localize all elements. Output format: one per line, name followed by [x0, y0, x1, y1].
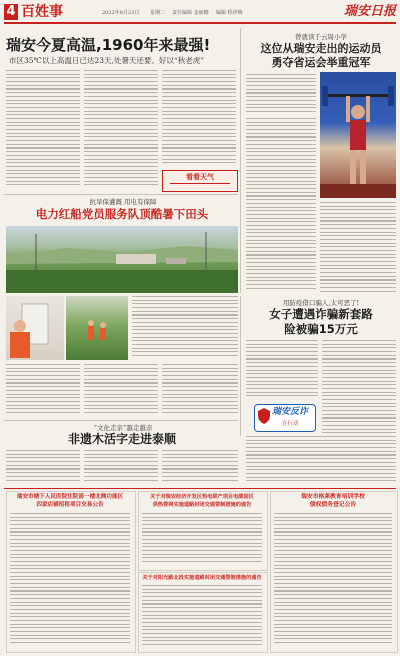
power-body-bottom-2 — [84, 364, 158, 416]
designer: 编辑 程伊梅 — [216, 10, 243, 16]
notices-rule — [4, 488, 396, 489]
paper-logo: 瑞安日报 — [343, 4, 396, 19]
masthead — [4, 4, 396, 20]
notice-4-title-line-2: 债权债务登记公告 — [309, 502, 357, 508]
antifraud-logo-text: 瑞安反诈 — [272, 407, 309, 417]
notice-4-body — [274, 513, 392, 647]
field-workers-illustration — [66, 296, 128, 360]
athlete-body-left — [246, 74, 316, 114]
power-photo-technician — [6, 296, 64, 360]
field-scene — [6, 226, 238, 293]
weekday: 星期二 — [150, 10, 166, 16]
power-body-bottom-3 — [162, 364, 238, 416]
athlete-body-right — [320, 202, 396, 294]
scam-body-bottom — [246, 436, 396, 486]
culture-kicker: “文化走亲”越走越亲 — [93, 424, 153, 432]
culture-body-3 — [162, 450, 238, 484]
power-title: 电力红船党员服务队顶酷暑下田头 — [35, 207, 209, 221]
athlete-body-left-2 — [246, 118, 316, 293]
notice-4-title-line-1: 瑞安市格莱教育培训学校 — [301, 494, 365, 500]
culture-body-2 — [84, 450, 158, 484]
notice-3-body — [142, 585, 262, 647]
technician-illustration — [6, 296, 64, 360]
scam-kicker: 用防疫借口骗人,太可恶了! — [282, 299, 360, 307]
notice-2-title-line-2: 供热管网实施道路封闭交通管制措施的通告 — [152, 502, 252, 508]
notice-2-body — [142, 513, 262, 565]
lead-body-col-1 — [6, 70, 80, 190]
section-rule-1 — [4, 194, 238, 195]
lead-subtitle: 市区35℃以上高温日已达23天,处暑天还要、好以“秋老虎” — [9, 56, 205, 65]
editor: 责任编辑 金丽娜 — [172, 10, 209, 16]
culture-body-1 — [6, 450, 80, 484]
athlete-kicker: 曾就读于云周小学 — [295, 33, 347, 41]
notice-3-title-line-1: 关于对阳光路北段实施道路封闭交通管制措施的通告 — [142, 575, 262, 581]
power-body-bottom-1 — [6, 364, 80, 416]
notice-1-title-line-1: 瑞安市塘下人民医院住院部一楼北侧功能区 — [16, 494, 124, 500]
notice-1-title-line-2: 四家店铺招租项目交易公告 — [36, 502, 104, 508]
scam-title-line-2: 险被骗15万元 — [284, 322, 358, 336]
weather-box-rule — [170, 183, 230, 184]
notice-1-body — [10, 513, 130, 647]
power-photo-main — [6, 226, 238, 293]
scam-body-left — [246, 340, 318, 400]
section-title: 百姓事 — [21, 4, 63, 20]
page-number: 4 — [6, 4, 16, 19]
athlete-title-line-1: 这位从瑞安走出的运动员 — [260, 42, 382, 55]
notice-2-title-line-1: 关于对瑞安经济开发区热电联产项目电缆固区 — [150, 494, 254, 500]
lead-body-col-2 — [84, 70, 158, 190]
masthead-rule — [4, 22, 396, 24]
athlete-title-line-2: 勇夺省运会举重冠军 — [271, 56, 371, 69]
culture-title: 非遗木活字走进泰顺 — [67, 432, 176, 446]
scam-title-line-1: 女子遭遇诈骗新套路 — [269, 307, 373, 321]
weightlifter-illustration — [320, 72, 396, 198]
scam-body-right — [322, 340, 396, 436]
lead-body-col-3 — [162, 70, 236, 166]
section-rule-2 — [4, 420, 238, 421]
shield-icon — [258, 408, 270, 424]
lead-title: 瑞安今夏高温,1960年来最强! — [6, 36, 211, 54]
power-kicker: 抗旱保灌溉 用电有保障 — [89, 198, 157, 206]
power-photo-field — [66, 296, 128, 360]
antifraud-logo-sub: 在行动 — [282, 421, 299, 427]
weather-box-title: 看看天气 — [186, 173, 214, 181]
athlete-photo — [320, 72, 396, 198]
column-divider — [240, 28, 241, 293]
date-line: 2022年8月23日 — [102, 10, 140, 16]
power-body-right — [132, 296, 238, 360]
column-divider-2 — [240, 296, 241, 436]
